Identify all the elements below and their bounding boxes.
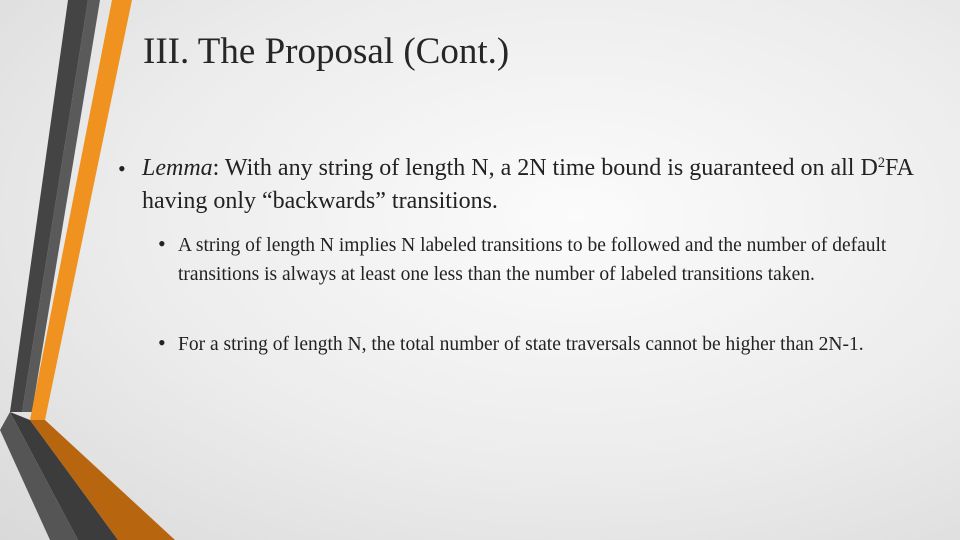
sub-bullet-2 [158, 330, 958, 359]
slide-title: III. The Proposal (Cont.) [143, 31, 510, 72]
lemma-word: Lemma [142, 155, 213, 181]
bullet-glyph: • [118, 156, 126, 181]
sub-bullet-text: A string of length N implies N labeled transitions to be followed and the number of default transitions is always at least one less than the number of labeled transitions taken. [178, 235, 887, 285]
lemma-text-part1: : With any string of length N, a 2N time bound is guaranteed on all D [212, 155, 878, 181]
superscript-2: 2 [877, 155, 886, 172]
lemma-text-part2: FA having only “backwards” transitions. [142, 155, 913, 214]
bullet-glyph: • [158, 330, 166, 355]
sub-bullet-text: For a string of length N, the total number of state traversals cannot be higher than 2N-1. [178, 334, 864, 355]
main-bullet [118, 152, 948, 218]
decorative-stripes [0, 0, 180, 540]
bullet-glyph: • [158, 231, 166, 256]
sub-bullet-1 [158, 231, 958, 289]
main-bullet-text [118, 152, 948, 218]
